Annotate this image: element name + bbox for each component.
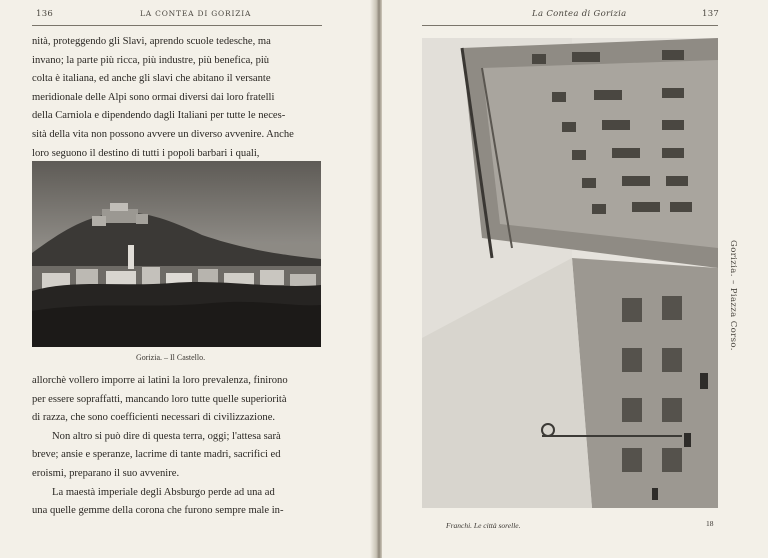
left-running-title: LA CONTEA DI GORIZIA <box>140 9 252 18</box>
footer-signature-number: 18 <box>706 519 714 528</box>
right-page-number: 137 <box>702 9 720 19</box>
text-line: nità, proteggendo gli Slavi, aprendo scuole tedesche, ma <box>32 36 271 47</box>
text-line: Non altro si può dire di questa terra, oggi; l'attesa sarà <box>52 430 281 442</box>
text-line: allorchè vollero imporre ai latini la loro prevalenza, finirono <box>32 375 288 386</box>
text-line: meridionale delle Alpi sono ormai diversi dai loro fratelli <box>32 91 275 103</box>
right-running-title: La Contea di Gorizia <box>532 9 627 19</box>
text-line: breve; ansie e speranze, lacrime di tante madri, sacrifici ed <box>32 449 281 461</box>
text-line: invano; la parte più ricca, più industre, più benefica, più <box>32 54 270 66</box>
text-line: eroismi, preparano il suo avvenire. <box>32 467 180 479</box>
text-line: sità della vita non possono avvere un diverso avvenire. Anche <box>32 128 294 140</box>
left-header-rule <box>32 25 322 26</box>
text-line: per essere sopraffatti, mancando loro tutte quelle superiorità <box>32 393 287 405</box>
right-header-rule <box>422 25 718 26</box>
piazza-photo <box>422 38 718 508</box>
text-line: una quelle gemme della corona che furono sempre male in- <box>32 505 284 517</box>
left-page <box>0 0 376 558</box>
right-page <box>382 0 768 558</box>
paragraph-bottom <box>32 372 322 521</box>
piazza-photo-caption: Gorizia. – Piazza Corso. <box>728 240 738 351</box>
text-line: La maestà imperiale degli Absburgo perde ad una ad <box>52 486 275 498</box>
piazza-photo-illustration <box>422 38 718 508</box>
text-line: colta è italiana, ed anche gli slavi che abitano il versante <box>32 73 271 85</box>
castle-photo-caption: Gorizia. – Il Castello. <box>136 353 206 362</box>
footer-signature: Franchi. Le città sorelle. <box>446 521 521 530</box>
text-line: di razza, che sono coefficienti necessari di civilizzazione. <box>32 412 276 424</box>
castle-photo-illustration <box>32 161 321 347</box>
paragraph-top <box>32 33 322 163</box>
text-line: loro seguono il destino di tutti i popoli barbari i quali, <box>32 147 260 159</box>
left-page-number: 136 <box>36 9 54 19</box>
text-line: della Carniola e dipendendo dagli Italiani per tutte le neces- <box>32 110 286 122</box>
castle-photo <box>32 161 321 347</box>
